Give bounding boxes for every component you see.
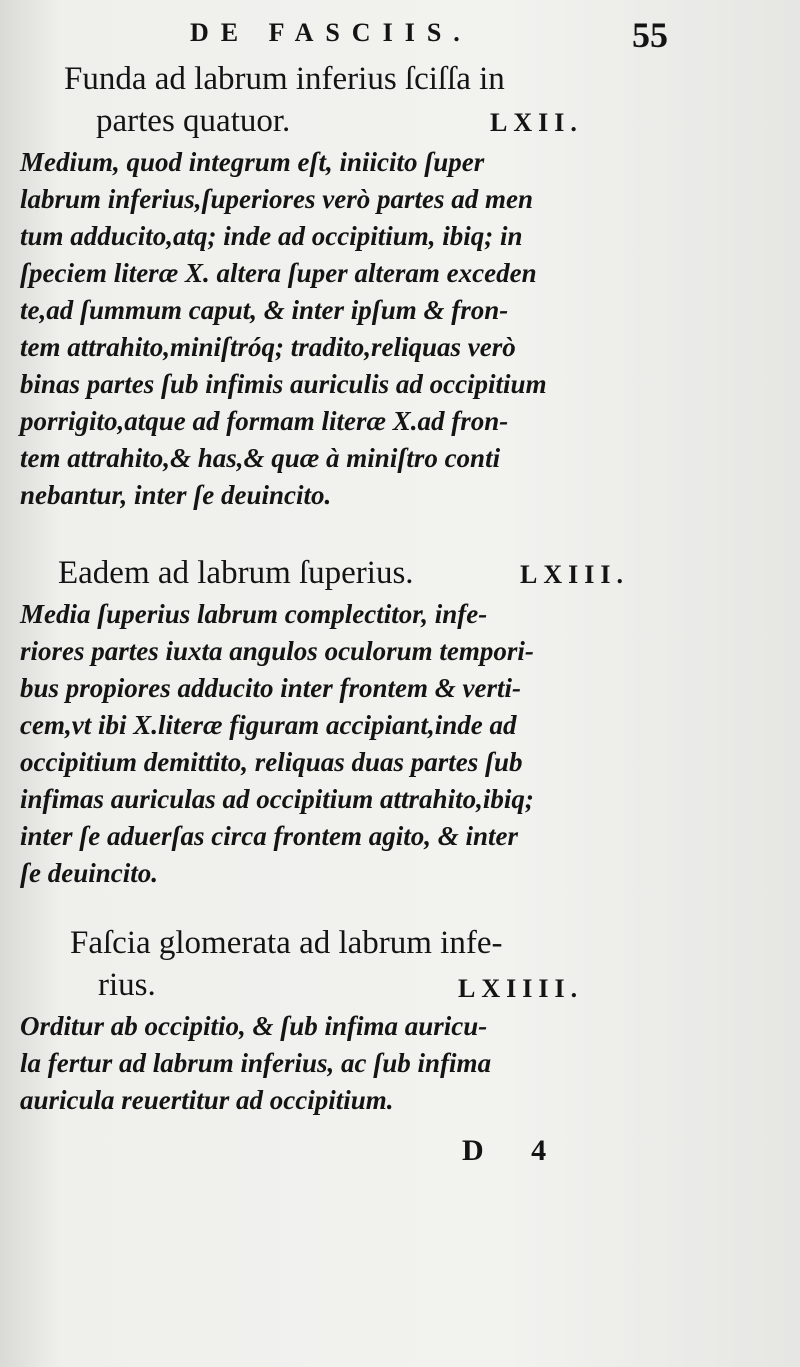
page-number: 55 <box>632 15 668 55</box>
text-line: te,ad ſummum caput, & inter ipſum & fron- <box>20 295 509 325</box>
text-line: tum adducito,atq; inde ad occipitium, ibiq; in <box>20 221 523 251</box>
text-line: tem attrahito,miniſtróq; tradito,reliquas verò <box>20 332 516 362</box>
section-body-lxiii <box>20 596 650 892</box>
text-line: riores partes iuxta angulos oculorum tempori- <box>20 636 534 666</box>
heading-line: Funda ad labrum inferius ſciſſa in <box>64 61 505 97</box>
text-line: inter ſe aduerſas circa frontem agito, & inter <box>20 821 518 851</box>
text-line: Medium, quod integrum eſt, iniicito ſuper <box>20 147 485 177</box>
section-number: LXII. <box>490 108 583 137</box>
text-line: labrum inferius,ſuperiores verò partes ad men <box>20 184 534 214</box>
signature-mark: D 4 <box>462 1134 567 1167</box>
section-body-lxii <box>20 144 650 514</box>
text-line: Media ſuperius labrum complectitor, infe- <box>20 599 488 629</box>
text-line: la fertur ad labrum inferius, ac ſub infima <box>20 1048 492 1078</box>
page-header <box>0 14 800 54</box>
text-line: Orditur ab occipitio, & ſub infima auricu- <box>20 1011 488 1041</box>
heading-line: rius. <box>98 967 156 1003</box>
running-title: DE FASCIIS. <box>190 18 472 47</box>
text-line: infimas auriculas ad occipitium attrahito,ibiq; <box>20 784 534 814</box>
section-number: LXIII. <box>520 560 629 589</box>
text-line: binas partes ſub infimis auriculis ad occipitium <box>20 369 547 399</box>
text-line: porrigito,atque ad formam literæ X.ad fron- <box>20 406 509 436</box>
heading-line: partes quatuor. <box>96 103 291 139</box>
section-number: LXIIII. <box>458 974 584 1003</box>
text-line: occipitium demittito, reliquas duas partes ſub <box>20 747 523 777</box>
text-line: bus propiores adducito inter frontem & verti- <box>20 673 522 703</box>
text-line: ſpeciem literæ X. altera ſuper alteram exceden <box>20 258 537 288</box>
text-line: auricula reuertitur ad occipitium. <box>20 1085 394 1115</box>
section-body-lxiiii <box>20 1008 650 1119</box>
text-line: tem attrahito,& has,& quæ à miniſtro conti <box>20 443 501 473</box>
text-line: nebantur, inter ſe deuincito. <box>20 480 332 510</box>
text-line: cem,vt ibi X.literæ figuram accipiant,inde ad <box>20 710 517 740</box>
heading-line: Eadem ad labrum ſuperius. <box>58 555 414 591</box>
text-line: ſe deuincito. <box>20 858 158 888</box>
heading-line: Faſcia glomerata ad labrum infe- <box>70 925 503 961</box>
